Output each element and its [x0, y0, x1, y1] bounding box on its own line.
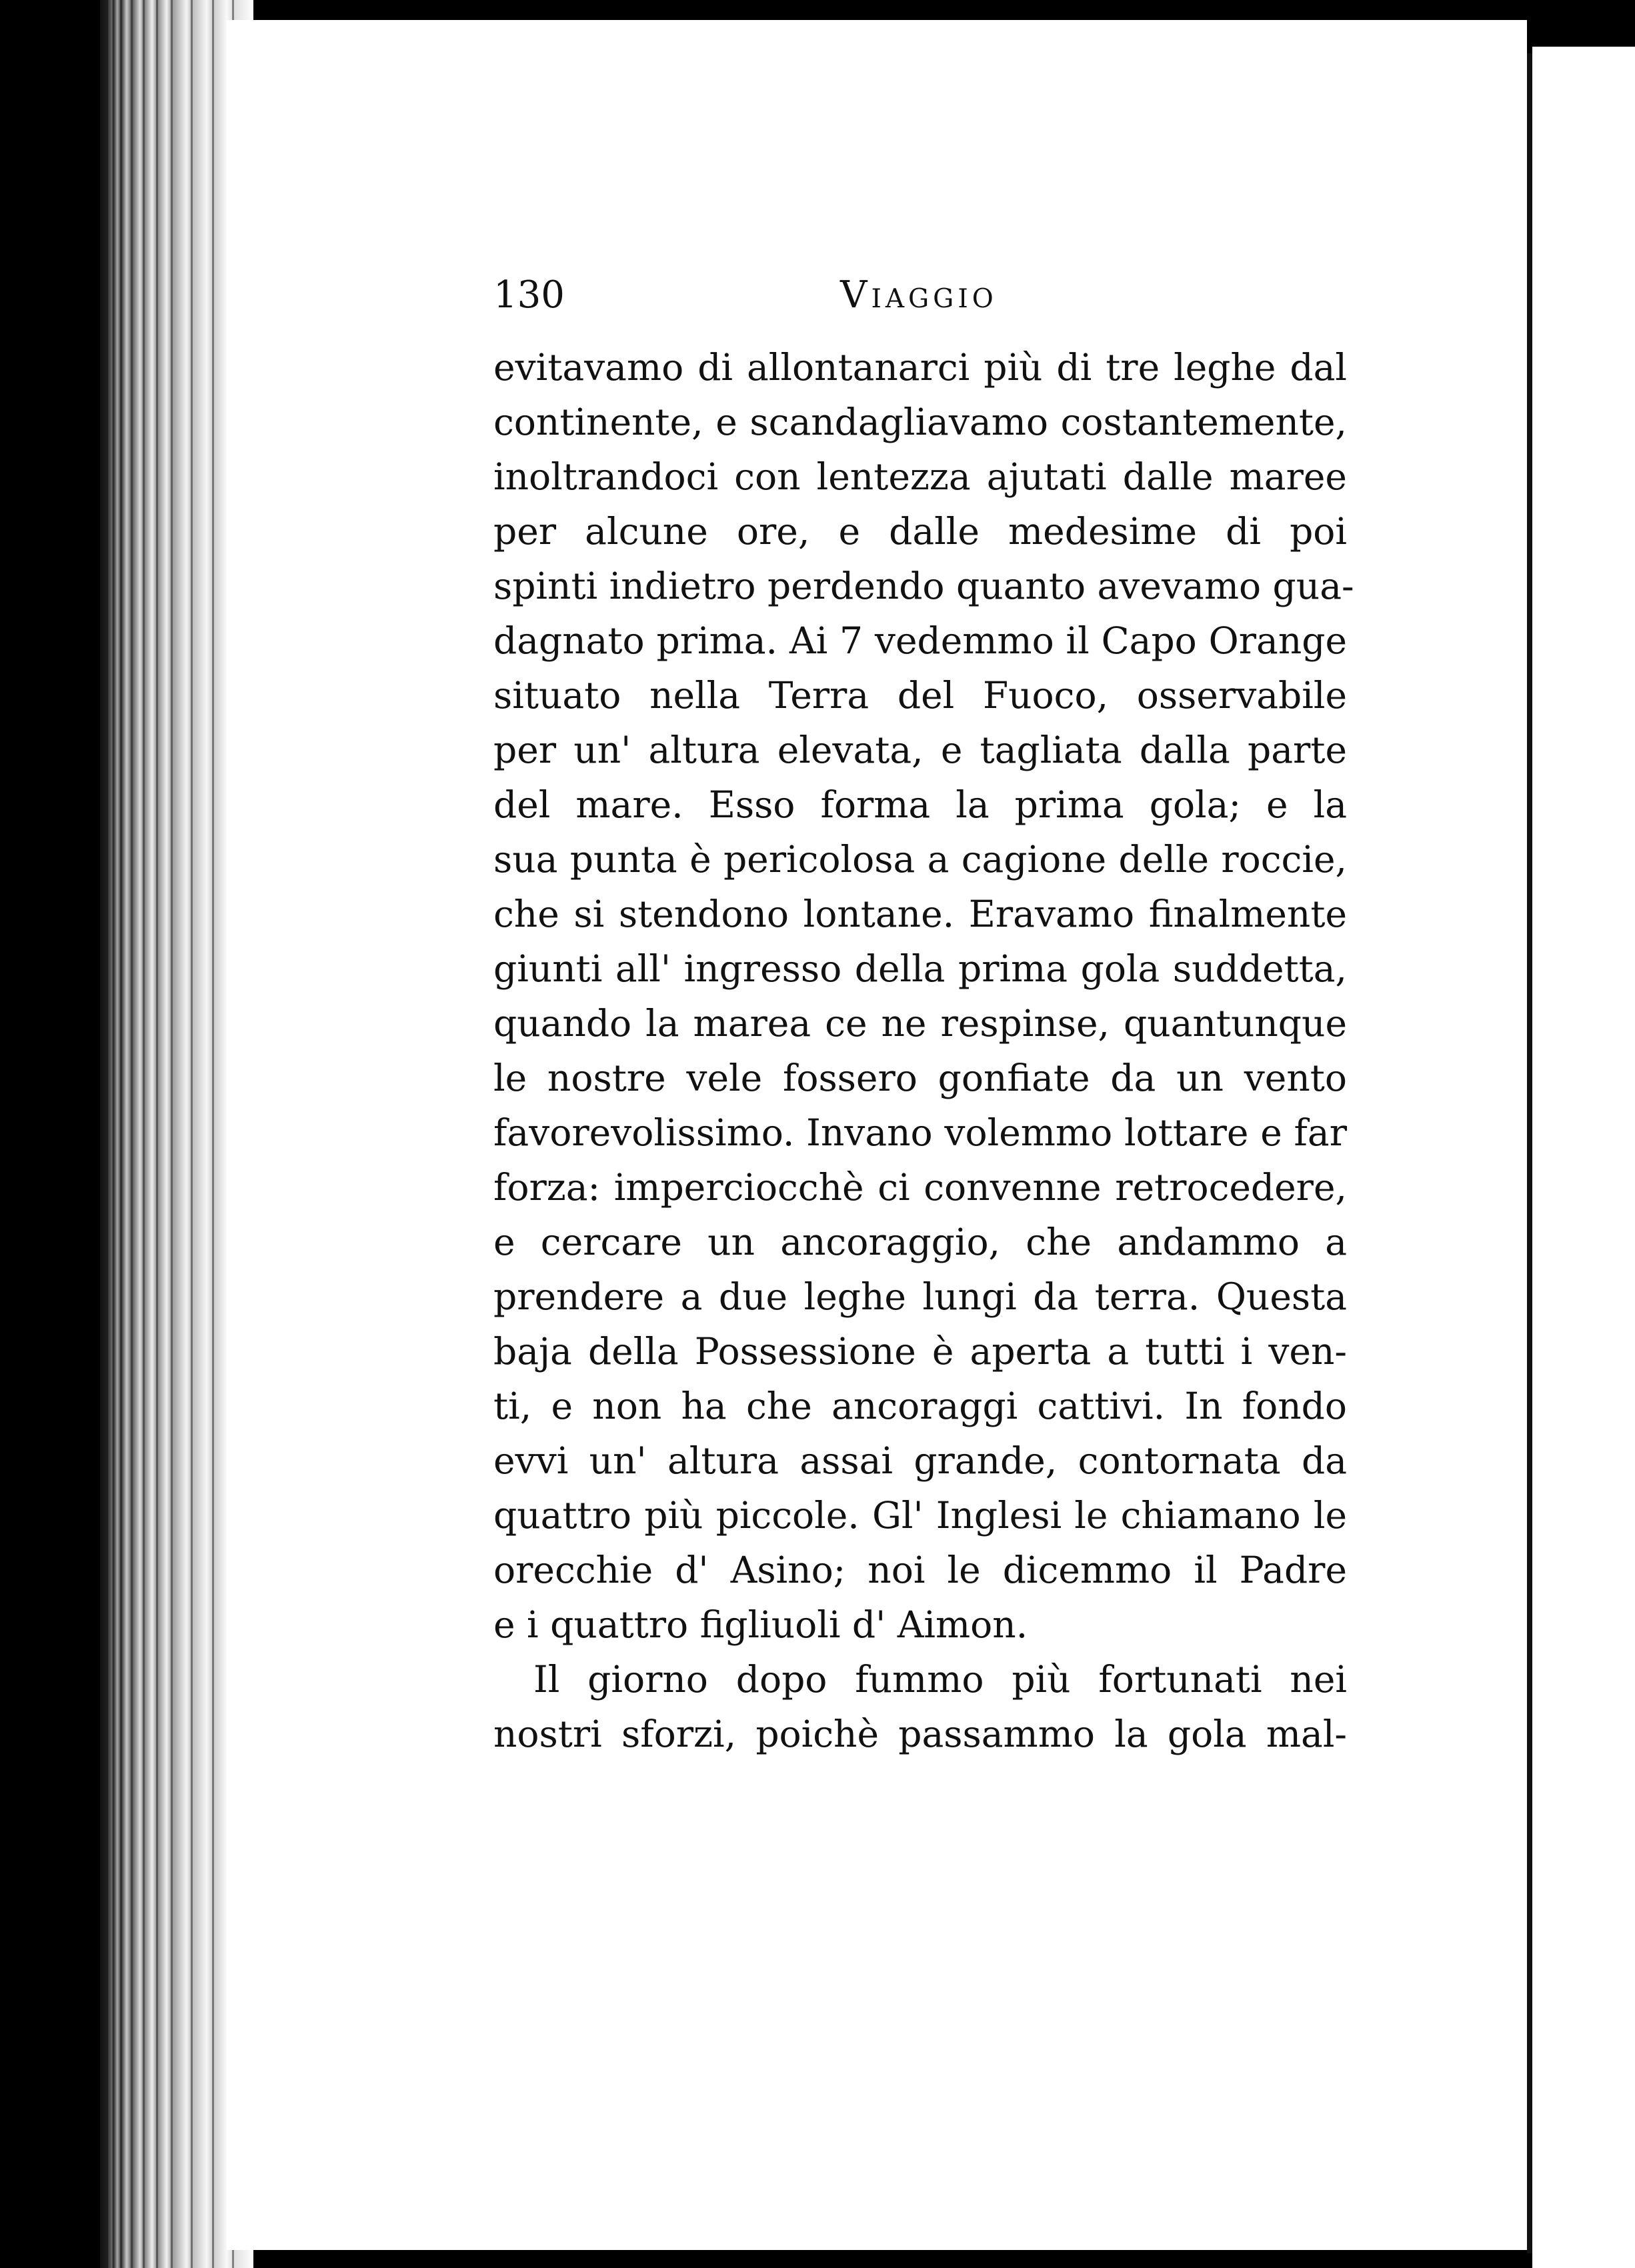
- text-line: sua punta è pericolosa a cagione delle roccie,: [493, 838, 1347, 881]
- facing-page-edge: [1532, 47, 1635, 2268]
- text-line: orecchie d' Asino; noi le dicemmo il Padre: [493, 1549, 1347, 1591]
- running-head: Viaggio: [840, 273, 998, 317]
- text-line: le nostre vele fossero gonfiate da un vento: [493, 1057, 1347, 1099]
- page-header: [493, 273, 1347, 320]
- text-line: quattro più piccole. Gl' Inglesi le chiamano le: [493, 1494, 1347, 1537]
- text-line: spinti indietro perdendo quanto avevamo gua-: [493, 565, 1354, 607]
- text-line: quando la marea ce ne respinse, quantunque: [493, 1002, 1347, 1045]
- text-line: baja della Possessione è aperta a tutti i ven-: [493, 1330, 1347, 1373]
- text-line: situato nella Terra del Fuoco, osservabile: [493, 674, 1347, 717]
- body-text: [493, 340, 1354, 1761]
- text-line: e cercare un ancoraggio, che andammo a: [493, 1221, 1347, 1263]
- text-line: evitavamo di allontanarci più di tre leghe dal: [493, 346, 1347, 389]
- text-line: favorevolissimo. Invano volemmo lottare e far: [493, 1111, 1347, 1154]
- text-line: prendere a due leghe lungi da terra. Questa: [493, 1275, 1347, 1318]
- text-line: giunti all' ingresso della prima gola suddetta,: [493, 947, 1347, 990]
- text-line: e i quattro figliuoli d' Aimon.: [493, 1603, 1028, 1646]
- page-number: 130: [493, 273, 565, 317]
- text-line: dagnato prima. Ai 7 vedemmo il Capo Orange: [493, 619, 1347, 662]
- page-fold: [1527, 53, 1532, 2253]
- text-line: continente, e scandagliavamo costantemente,: [493, 401, 1347, 443]
- text-line: del mare. Esso forma la prima gola; e la: [493, 783, 1347, 826]
- text-line: evvi un' altura assai grande, contornata da: [493, 1439, 1347, 1482]
- text-line: per un' altura elevata, e tagliata dalla parte: [493, 729, 1347, 771]
- text-line: ti, e non ha che ancoraggi cattivi. In fondo: [493, 1385, 1347, 1427]
- text-line: per alcune ore, e dalle medesime di poi: [493, 510, 1347, 553]
- text-line: inoltrandoci con lentezza ajutati dalle maree: [493, 455, 1347, 498]
- text-line: nostri sforzi, poichè passammo la gola mal-: [493, 1713, 1347, 1755]
- text-line: forza: imperciocchè ci convenne retrocedere,: [493, 1166, 1347, 1209]
- text-line: Il giorno dopo fummo più fortunati nei: [533, 1658, 1347, 1701]
- text-line: che si stendono lontane. Eravamo finalmente: [493, 893, 1347, 935]
